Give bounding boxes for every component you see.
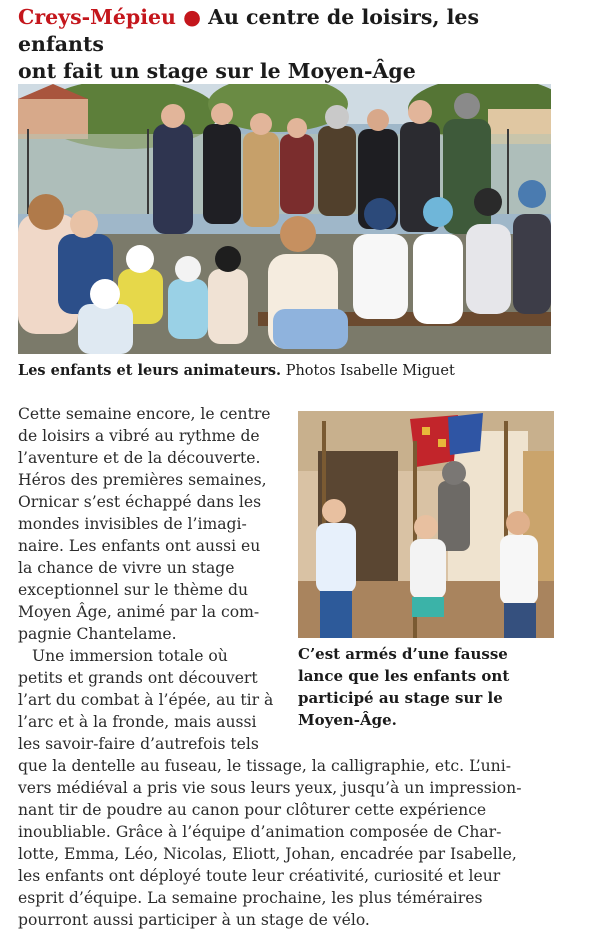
lances-photo-caption (298, 643, 558, 731)
body-line: les enfants ont déployé toute leur créativité, curiosité et leur (18, 867, 501, 885)
body-line: Héros des premières semaines, (18, 471, 267, 489)
body-left-column (18, 403, 293, 755)
body-line: pourront aussi participer à un stage de vélo. (18, 911, 370, 929)
body-line: les savoir-faire d’autrefois tels (18, 735, 259, 753)
headline (18, 4, 558, 85)
body-line: petits et grands ont découvert (18, 669, 258, 687)
body-line: l’arc et à la fronde, mais aussi (18, 713, 257, 731)
body-line: naire. Les enfants ont aussi eu (18, 537, 261, 555)
photo-credit: Photos Isabelle Miguet (285, 363, 455, 379)
body-line: Une immersion totale où (32, 647, 228, 665)
side-caption-line: C’est armés d’une fausse (298, 645, 508, 663)
headline-bullet: ● (183, 5, 201, 29)
lances-photo-image (298, 411, 554, 638)
body-line: pagnie Chantelame. (18, 625, 177, 643)
body-line: lotte, Emma, Léo, Nicolas, Eliott, Johan, encadrée par Isabelle, (18, 845, 517, 863)
lances-photo (298, 411, 554, 638)
body-line: esprit d’équipe. La semaine prochaine, les plus téméraires (18, 889, 483, 907)
body-line: l’art du combat à l’épée, au tir à (18, 691, 274, 709)
side-caption-line: lance que les enfants ont (298, 667, 510, 685)
body-line: vers médiéval a pris vie sous leurs yeux, jusqu’à un impression- (18, 779, 522, 797)
body-line: l’aventure et de la découverte. (18, 449, 261, 467)
side-caption-line: participé au stage sur le (298, 689, 503, 707)
group-photo-image (18, 84, 551, 354)
body-line: Ornicar s’est échappé dans les (18, 493, 262, 511)
body-line: nant tir de poudre au canon pour clôturer cette expérience (18, 801, 487, 819)
headline-location: Creys-Mépieu (18, 5, 176, 29)
group-photo (18, 84, 551, 354)
body-line: inoubliable. Grâce à l’équipe d’animation composée de Char- (18, 823, 502, 841)
side-caption-line: Moyen-Âge. (298, 711, 397, 729)
body-line: la chance de vivre un stage (18, 559, 235, 577)
group-photo-caption (18, 360, 578, 382)
body-line: de loisirs a vibré au rythme de (18, 427, 260, 445)
body-line: Cette semaine encore, le centre (18, 405, 271, 423)
caption-bold: Les enfants et leurs animateurs. (18, 362, 282, 379)
body-line: exceptionnel sur le thème du (18, 581, 249, 599)
body-full-width (18, 755, 588, 931)
headline-title-line2: ont fait un stage sur le Moyen-Âge (18, 59, 416, 83)
body-line: mondes invisibles de l’imagi- (18, 515, 247, 533)
body-line: Moyen Âge, animé par la com- (18, 603, 260, 621)
headline-title-line1: Au centre de loisirs, les enfants (18, 5, 480, 56)
body-line: que la dentelle au fuseau, le tissage, la calligraphie, etc. L’uni- (18, 757, 511, 775)
